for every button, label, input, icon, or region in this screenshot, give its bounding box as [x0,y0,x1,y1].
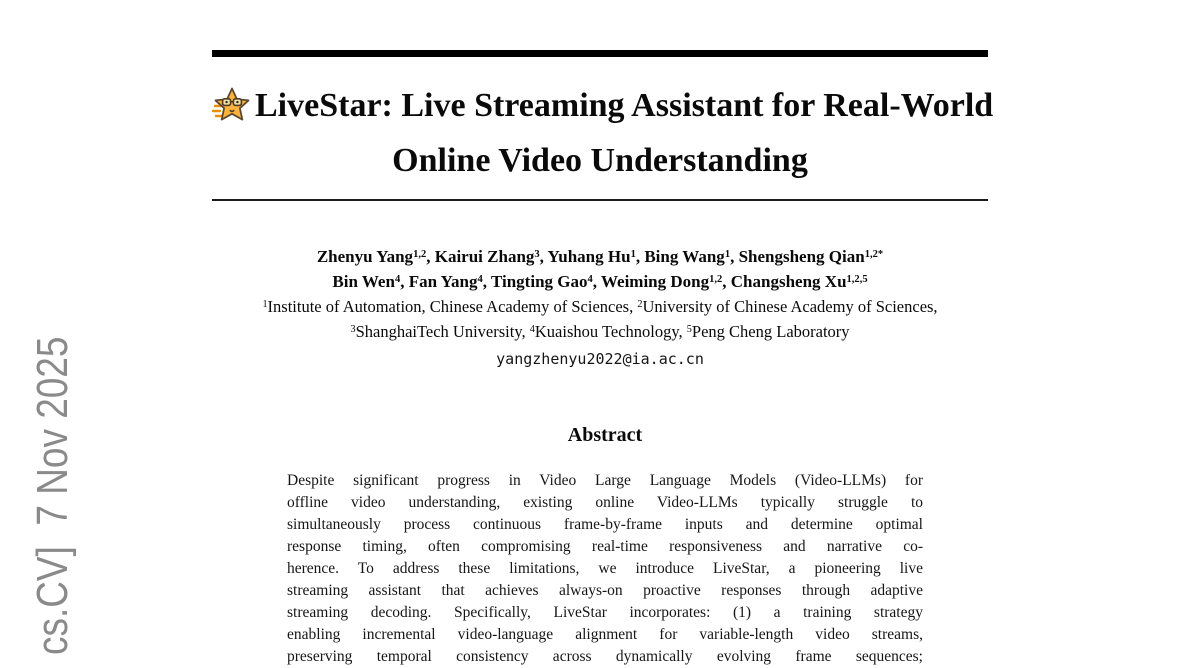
abstract-line: herence. To address these limitations, we introduce LiveStar, a pioneering live [287,560,923,577]
paper-title-line-2: Online Video Understanding [392,142,808,179]
title-line-1-text: LiveStar: Live Streaming Assistant for Real-World [255,87,994,124]
abstract-line: Despite significant progress in Video Large Language Models (Video-LLMs) for [287,472,923,489]
paper-title [212,83,994,184]
author-line-1: Zhenyu Yang$^{1,2}$, Kairui Zhang$^3$, Yuhang Hu$^1$, Bing Wang$^1$, Shengsheng Qian$^{1,2*}$ [316,247,884,266]
paper-title-line-1 [212,83,994,138]
abstract-line: simultaneously process continuous frame-by-frame inputs and determine optimal [287,516,923,533]
abstract-heading: Abstract [567,424,643,446]
abstract-line: offline video understanding, existing online Video-LLMs typically struggle to [287,494,923,511]
affiliation-line-2: $^3$ShanghaiTech University, $^4$Kuaishou Technology, $^5$Peng Cheng Laboratory [350,321,850,341]
abstract-line: streaming assistant that achieves always-on proactive responses through adaptive [287,582,923,599]
arxiv-watermark: cs.CV] 7 Nov 2025 [28,336,77,655]
abstract-body [287,470,923,668]
title-bottom-rule [212,199,988,201]
authors-block [162,246,1038,369]
abstract-line: enabling incremental video-language alignment for variable-length video streams, [287,626,923,643]
abstract-line: preserving temporal consistency across dynamically evolving frame sequences; [287,648,923,665]
title-top-rule [212,50,988,57]
author-line-2: Bin Wen$^4$, Fan Yang$^4$, Tingting Gao$^4$, Weiming Dong$^{1,2}$, Changsheng Xu$^{1,2,5}$ [332,272,868,291]
abstract-line: streaming decoding. Specifically, LiveStar incorporates: (1) a training strategy [287,604,923,621]
affiliation-line-1: $^1$Institute of Automation, Chinese Academy of Sciences, $^2$University of Chinese Academy of Sciences, [262,297,938,316]
livestar-star-logo-icon [212,85,252,138]
contact-email: yangzhenyu2022@ia.ac.cn [496,350,704,368]
abstract-line: response timing, often compromising real-time responsiveness and narrative co- [287,538,923,555]
